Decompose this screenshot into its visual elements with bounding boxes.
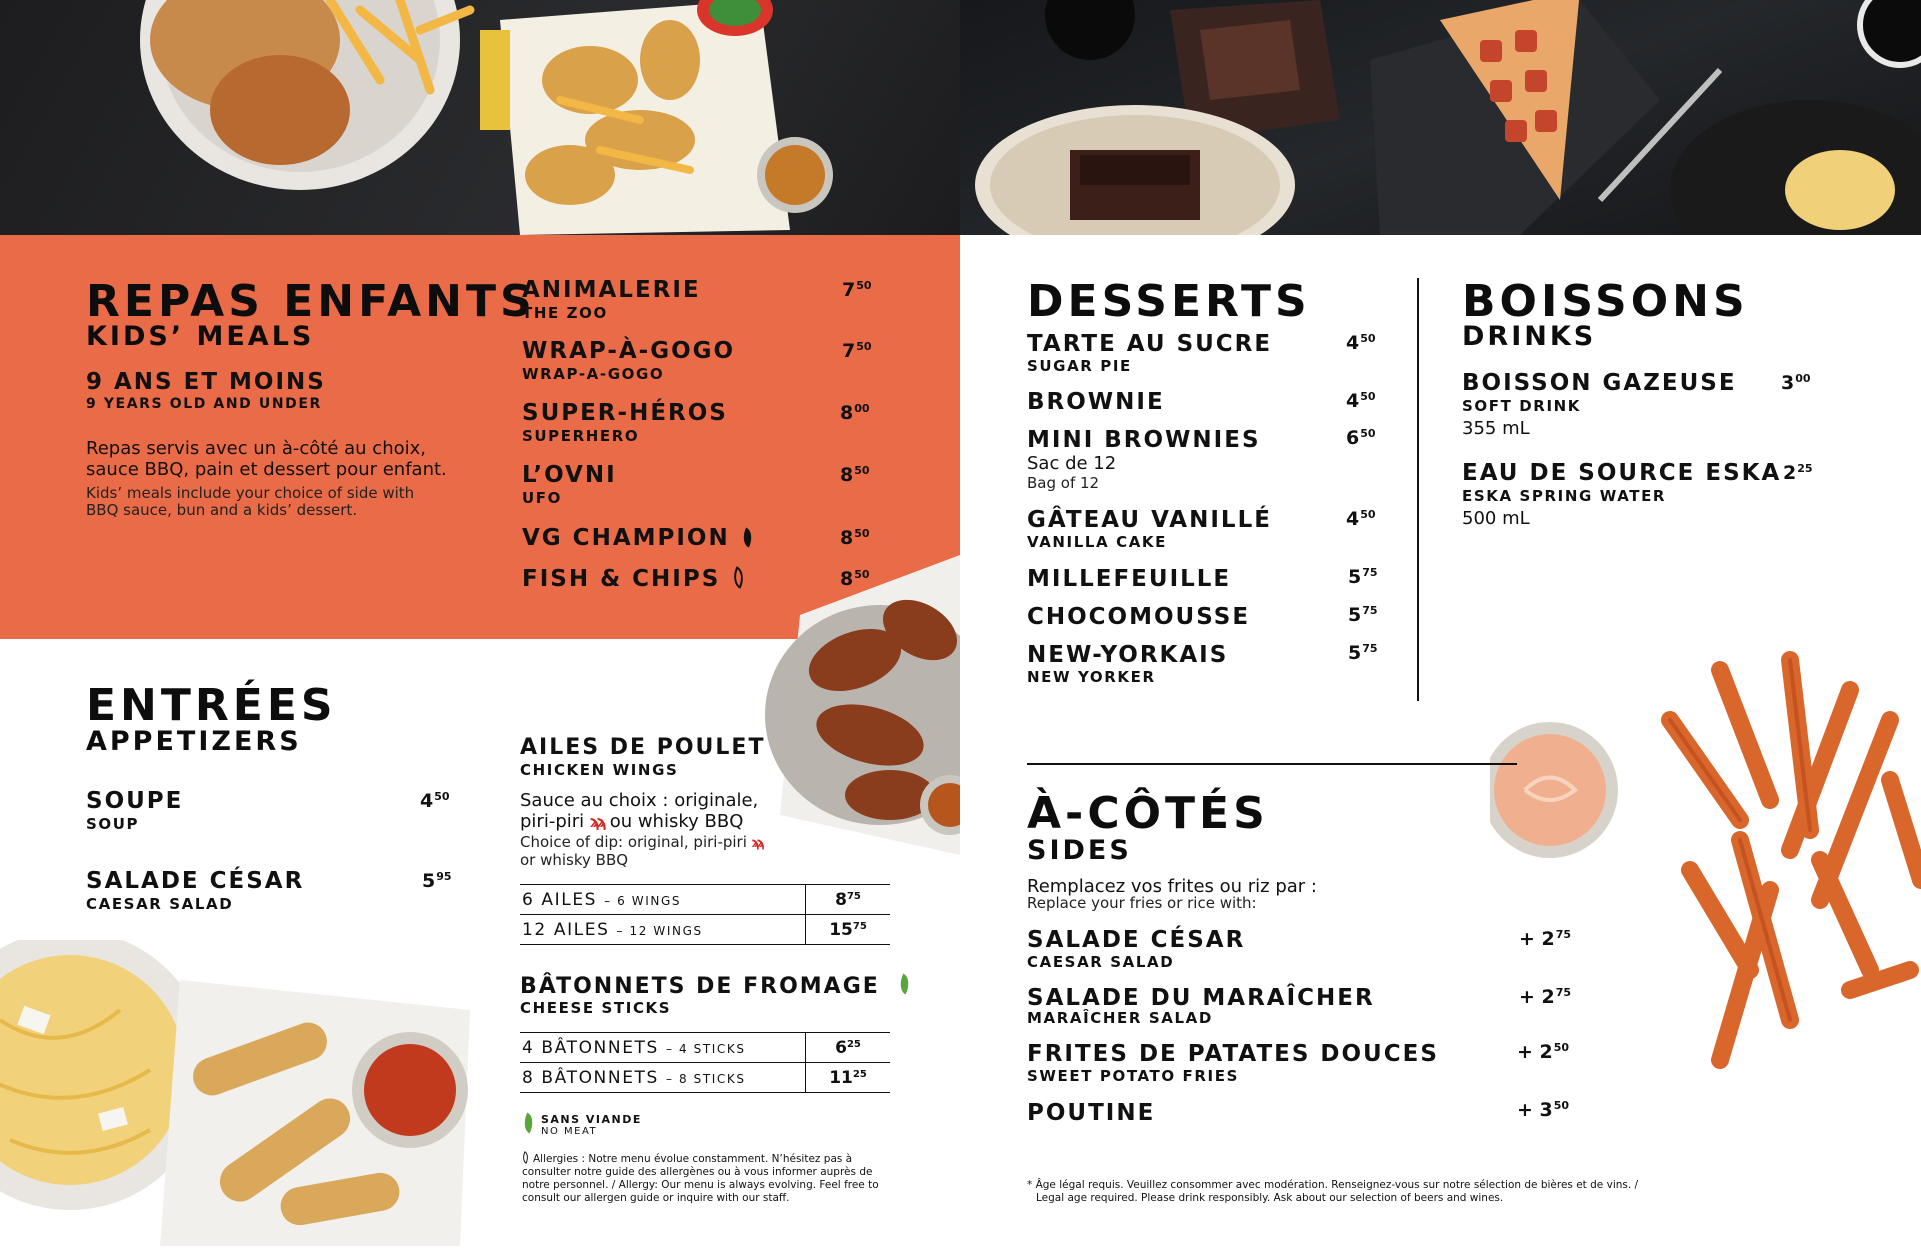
side-item-name: SALADE CÉSAR bbox=[1027, 927, 1246, 953]
dessert-item-sub: SUGAR PIE bbox=[1027, 357, 1132, 375]
kids-item-sub: UFO bbox=[522, 489, 562, 507]
dessert-item-price: $6^{50}$ bbox=[1346, 427, 1376, 449]
side-item-sub: SWEET POTATO FRIES bbox=[1027, 1067, 1239, 1085]
kids-item-name: WRAP-À-GOGO bbox=[522, 338, 736, 364]
sides-title: À-CÔTÉS bbox=[1027, 788, 1269, 839]
kids-item-price: $8^{50}$ bbox=[840, 464, 870, 486]
side-item-name: POUTINE bbox=[1027, 1100, 1156, 1126]
side-item-name: SALADE DU MARAÎCHER bbox=[1027, 985, 1375, 1011]
appetizer-item-price: $4^{50}$ bbox=[420, 790, 450, 812]
soup-cheese-photo bbox=[0, 940, 480, 1246]
legal-footnote-en: Legal age required. Please drink responsibly. Ask about our selection of beers and wines. bbox=[1036, 1192, 1504, 1204]
sides-intro-en: Replace your fries or rice with: bbox=[1027, 894, 1257, 912]
chili-icon: ϡϡ bbox=[589, 812, 604, 831]
kids-item-price: $7^{50}$ bbox=[842, 340, 872, 362]
allergy-leaf-icon bbox=[520, 1151, 531, 1164]
kids-item-sub: THE ZOO bbox=[522, 304, 608, 322]
appetizer-item-sub: CAESAR SALAD bbox=[86, 895, 234, 913]
appetizer-item-sub: SOUP bbox=[86, 815, 140, 833]
kids-item-sub: SUPERHERO bbox=[522, 427, 640, 445]
drinks-subtitle: DRINKS bbox=[1462, 321, 1597, 352]
dessert-item-name: BROWNIE bbox=[1027, 389, 1165, 415]
kids-meals-subtitle: KIDS’ MEALS bbox=[86, 321, 315, 352]
appetizers-title: ENTRÉES bbox=[86, 680, 337, 731]
desserts-photo bbox=[960, 0, 1921, 235]
dessert-item-sub: NEW YORKER bbox=[1027, 668, 1156, 686]
side-item-price: + $3^{50}$ bbox=[1517, 1099, 1570, 1121]
no-meat-label-fr: SANS VIANDE bbox=[541, 1113, 642, 1126]
kids-item-price: $7^{50}$ bbox=[842, 279, 872, 301]
kids-age-en: 9 YEARS OLD AND UNDER bbox=[86, 396, 322, 412]
dessert-item-name: MILLEFEUILLE bbox=[1027, 566, 1232, 592]
chili-icon: ϡϡ bbox=[751, 836, 762, 851]
dessert-item-desc-en: Bag of 12 bbox=[1027, 474, 1100, 492]
leaf-icon bbox=[520, 1113, 538, 1134]
dessert-item-sub: VANILLA CAKE bbox=[1027, 533, 1167, 551]
dessert-item-price: $4^{50}$ bbox=[1346, 332, 1376, 354]
cheese-sticks-sub: CHEESE STICKS bbox=[520, 999, 672, 1017]
drinks-title: BOISSONS bbox=[1462, 276, 1749, 327]
wings-sub: CHICKEN WINGS bbox=[520, 761, 679, 779]
desserts-title: DESSERTS bbox=[1027, 276, 1311, 327]
kids-item-price: $8^{00}$ bbox=[840, 402, 870, 424]
kids-item-fish-chips: FISH & CHIPS bbox=[522, 568, 745, 591]
drink-item-volume: 355 mL bbox=[1462, 418, 1530, 439]
side-item-price: + $2^{75}$ bbox=[1519, 986, 1572, 1008]
dessert-item-price: $5^{75}$ bbox=[1348, 604, 1378, 626]
appetizer-item-name: SOUPE bbox=[86, 788, 184, 814]
wings-size-price: $8^{75}$ bbox=[806, 885, 891, 915]
cheese-size-table bbox=[520, 1032, 890, 1093]
cheese-sticks-name: BÂTONNETS DE FROMAGE bbox=[520, 975, 910, 998]
dessert-item-price: $5^{75}$ bbox=[1348, 566, 1378, 588]
drink-item-sub: SOFT DRINK bbox=[1462, 397, 1582, 415]
wings-description-fr: Sauce au choix : originale, piri-piri ϡϡ ou whisky BBQ bbox=[520, 790, 759, 832]
sides-subtitle: SIDES bbox=[1027, 835, 1132, 866]
column-divider bbox=[1417, 278, 1419, 701]
table-row bbox=[520, 1063, 890, 1093]
sweet-potato-fries-photo bbox=[1490, 640, 1921, 1100]
drink-item-volume: 500 mL bbox=[1462, 508, 1530, 529]
dessert-item-name: CHOCOMOUSSE bbox=[1027, 604, 1251, 630]
drink-item-sub: ESKA SPRING WATER bbox=[1462, 487, 1667, 505]
drink-item-name: EAU DE SOURCE ESKA bbox=[1462, 460, 1782, 486]
wings-description-en: Choice of dip: original, piri-piri ϡϡ or whisky BBQ bbox=[520, 833, 762, 869]
kids-meal-photo bbox=[0, 0, 960, 235]
cheese-size-label: 8 BÂTONNETS – 8 STICKS bbox=[520, 1063, 806, 1093]
sides-top-rule bbox=[1027, 763, 1517, 765]
side-item-name: FRITES DE PATATES DOUCES bbox=[1027, 1041, 1439, 1067]
drink-item-price: $2^{25}$ bbox=[1783, 462, 1813, 484]
table-row bbox=[520, 915, 890, 945]
cheese-size-price: $11^{25}$ bbox=[806, 1063, 891, 1093]
no-meat-label-en: NO MEAT bbox=[541, 1126, 598, 1137]
drink-item-name: BOISSON GAZEUSE bbox=[1462, 370, 1737, 396]
wings-name: AILES DE POULET bbox=[520, 735, 766, 760]
kids-item-sub: WRAP-A-GOGO bbox=[522, 365, 665, 383]
side-item-price: + $2^{75}$ bbox=[1519, 928, 1572, 950]
kids-item-name: ANIMALERIE bbox=[522, 277, 701, 303]
table-row bbox=[520, 1033, 890, 1063]
allergy-note: Allergies : Notre menu évolue constamment. N’hésitez pas à consulter notre guide des allergènes ou à vous informer auprès de notre personnel. / Allergy: Our menu is always evolving. Feel free to consult our allergen guide or inquire with our staff. bbox=[522, 1153, 879, 1204]
chicken-wings-photo bbox=[760, 555, 960, 870]
wings-size-label: 6 AILES – 6 WINGS bbox=[520, 885, 806, 915]
dessert-item-price: $4^{50}$ bbox=[1346, 390, 1376, 412]
side-item-sub: CAESAR SALAD bbox=[1027, 953, 1175, 971]
appetizer-item-price: $5^{95}$ bbox=[422, 870, 452, 892]
legal-footnote-fr: * Âge légal requis. Veuillez consommer avec modération. Renseignez-vous sur notre sélection de bières et de vins. / bbox=[1027, 1179, 1639, 1191]
kids-item-name: L’OVNI bbox=[522, 462, 617, 488]
appetizers-subtitle: APPETIZERS bbox=[86, 726, 302, 757]
side-item-price: + $2^{50}$ bbox=[1517, 1041, 1570, 1063]
wings-size-price: $15^{75}$ bbox=[806, 915, 891, 945]
wings-size-label: 12 AILES – 12 WINGS bbox=[520, 915, 806, 945]
leaf-icon bbox=[896, 974, 914, 995]
kids-description-fr: Repas servis avec un à-côté au choix, sauce BBQ, pain et dessert pour enfant. bbox=[86, 438, 447, 480]
sides-intro-fr: Remplacez vos frites ou riz par : bbox=[1027, 876, 1317, 897]
kids-item-vg-champion: VG CHAMPION bbox=[522, 527, 753, 550]
kids-item-price: $8^{50}$ bbox=[840, 527, 870, 549]
side-item-sub: MARAÎCHER SALAD bbox=[1027, 1009, 1213, 1027]
drink-item-price: $3^{00}$ bbox=[1781, 372, 1811, 394]
dessert-item-name: NEW-YORKAIS bbox=[1027, 642, 1229, 668]
legal-footnote bbox=[1027, 1179, 1747, 1205]
kids-age-fr: 9 ANS ET MOINS bbox=[86, 369, 326, 395]
cheese-size-price: $6^{25}$ bbox=[806, 1033, 891, 1063]
appetizer-item-name: SALADE CÉSAR bbox=[86, 868, 305, 894]
kids-meals-title: REPAS ENFANTS bbox=[86, 276, 536, 327]
dessert-item-name: GÂTEAU VANILLÉ bbox=[1027, 507, 1272, 533]
dessert-item-price: $5^{75}$ bbox=[1348, 642, 1378, 664]
table-row bbox=[520, 885, 890, 915]
dessert-item-name: MINI BROWNIES bbox=[1027, 427, 1261, 453]
kids-item-price: $8^{50}$ bbox=[840, 568, 870, 590]
wings-size-table bbox=[520, 884, 890, 945]
kids-item-name: SUPER-HÉROS bbox=[522, 400, 728, 426]
dessert-item-price: $4^{50}$ bbox=[1346, 508, 1376, 530]
dessert-item-desc-fr: Sac de 12 bbox=[1027, 453, 1117, 474]
cheese-size-label: 4 BÂTONNETS – 4 STICKS bbox=[520, 1033, 806, 1063]
kids-description-en: Kids’ meals include your choice of side with BBQ sauce, bun and a kids’ dessert. bbox=[86, 484, 415, 519]
dessert-item-name: TARTE AU SUCRE bbox=[1027, 331, 1273, 357]
